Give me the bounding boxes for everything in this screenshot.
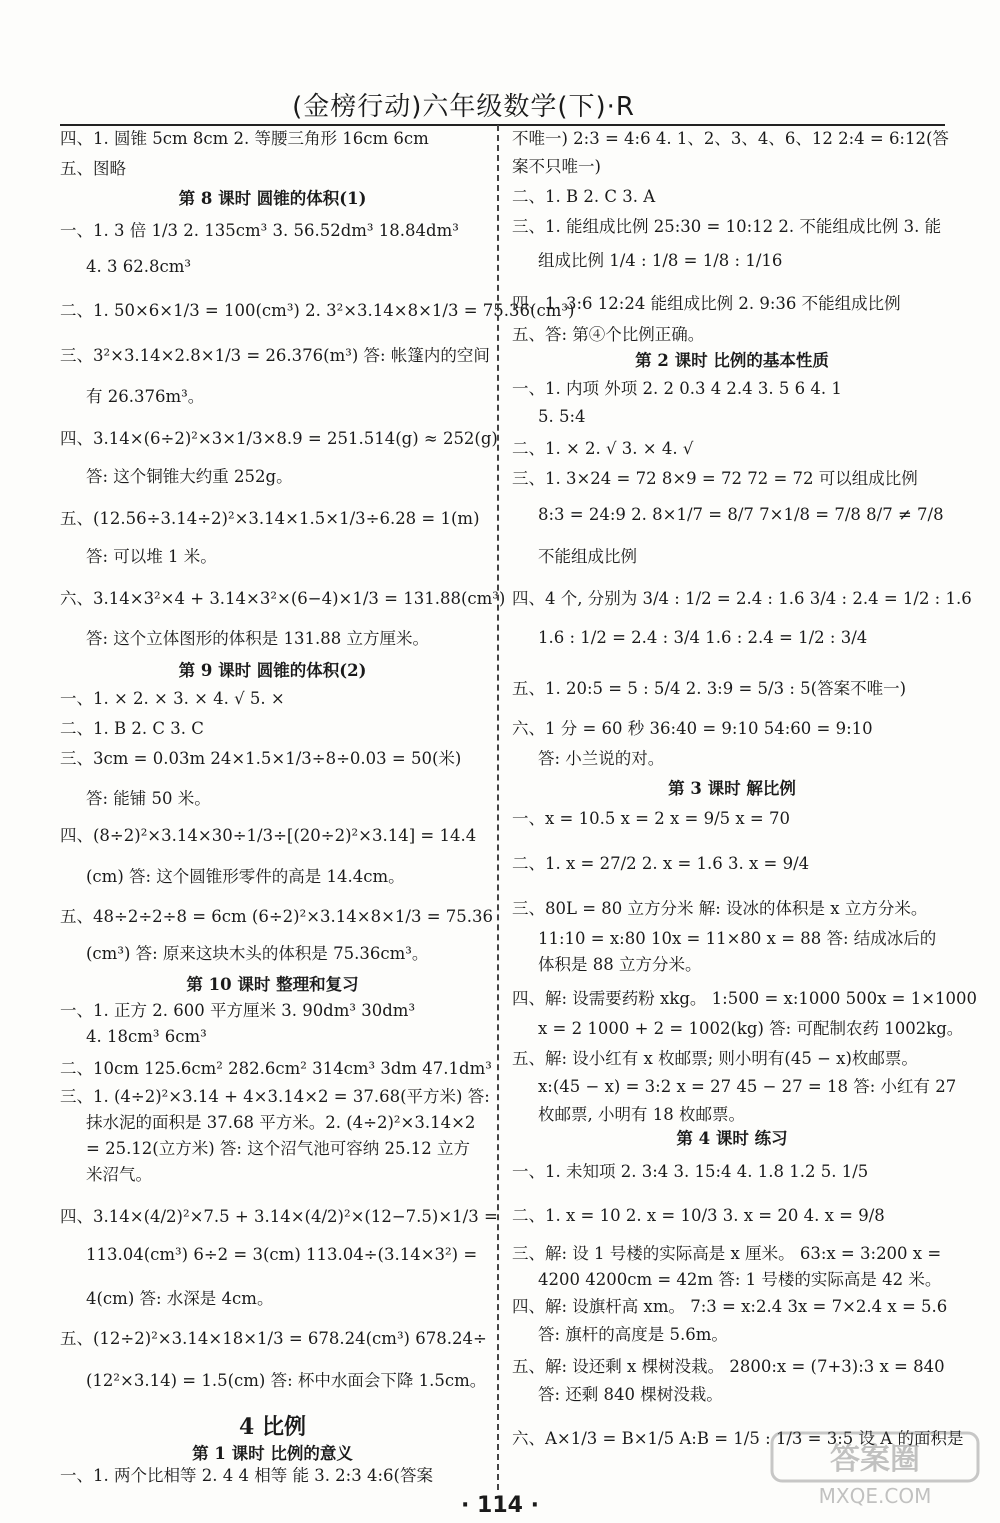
answer-line: 二、1. B 2. C 3. A (512, 187, 656, 206)
section-heading: 第 8 课时 圆锥的体积(1) (178, 189, 367, 208)
answer-line: 113.04(cm³) 6÷2 = 3(cm) 113.04÷(3.14×3²) = (86, 1245, 478, 1264)
section-heading: 4 比例 (239, 1414, 306, 1440)
answer-line: 五、图略 (60, 159, 126, 178)
answer-line: 五、48÷2÷2÷8 = 6cm (6÷2)²×3.14×8×1/3 = 75.36 (60, 907, 494, 926)
answer-line: 二、1. x = 27/2 2. x = 1.6 3. x = 9/4 (512, 854, 810, 873)
book-title: (金榜行动)六年级数学(下)·R (292, 92, 635, 122)
answer-line: 一、1. 3 倍 1/3 2. 135cm³ 3. 56.52dm³ 18.84dm³ (60, 221, 459, 240)
watermark-logo (770, 1431, 980, 1509)
answer-line: 组成比例 1/4 : 1/8 = 1/8 : 1/16 (538, 251, 783, 270)
answer-line: 五、解: 设还剩 x 棵树没栽。 2800:x = (7+3):3 x = 840 (512, 1357, 945, 1376)
section-heading: 第 9 课时 圆锥的体积(2) (178, 661, 367, 680)
answer-line: (cm³) 答: 原来这块木头的体积是 75.36cm³。 (86, 944, 429, 963)
section-heading: 第 3 课时 解比例 (668, 779, 796, 798)
answer-line: 答: 这个立体图形的体积是 131.88 立方厘米。 (86, 629, 430, 648)
answer-line: 4200 4200cm = 42m 答: 1 号楼的实际高是 42 米。 (538, 1270, 942, 1289)
answer-line: 三、1. 能组成比例 25:30 = 10:12 2. 不能组成比例 3. 能 (512, 217, 942, 236)
answer-line: (12²×3.14) = 1.5(cm) 答: 杯中水面会下降 1.5cm。 (86, 1371, 487, 1390)
answer-line: 四、4 个, 分别为 3/4 : 1/2 = 2.4 : 1.6 3/4 : 2.4 = 1/2 : 1.6 (512, 589, 972, 608)
answer-line: 四、1. 3:6 12:24 能组成比例 2. 9:36 不能组成比例 (512, 294, 901, 313)
answer-line: 4. 3 62.8cm³ (86, 257, 191, 276)
answer-line: 六、A×1/3 = B×1/5 A:B = 1/5 : 1/3 = 3:5 设 A 的面积是 (512, 1429, 964, 1448)
answer-line: 5. 5:4 (538, 407, 586, 426)
answer-line: 一、x = 10.5 x = 2 x = 9/5 x = 70 (512, 809, 791, 828)
answer-line: 五、解: 设小红有 x 枚邮票; 则小明有(45 − x)枚邮票。 (512, 1049, 918, 1068)
answer-line: 不唯一) 2:3 = 4:6 4. 1、2、3、4、6、12 2:4 = 6:12(答 (512, 129, 949, 148)
answer-line: 8:3 = 24:9 2. 8×1/7 = 8/7 7×1/8 = 7/8 8/7 ≠ 7/8 (538, 505, 944, 524)
answer-line: 4(cm) 答: 水深是 4cm。 (86, 1289, 274, 1308)
answer-line: 四、(8÷2)²×3.14×30÷1/3÷[(20÷2)²×3.14] = 14.4 (60, 826, 477, 845)
answer-line: 二、1. x = 10 2. x = 10/3 3. x = 20 4. x = 9/8 (512, 1206, 885, 1225)
answer-line: 五、答: 第④个比例正确。 (512, 325, 705, 344)
answer-line: 4. 18cm³ 6cm³ (86, 1027, 207, 1046)
answer-line: 一、1. 正方 2. 600 平方厘米 3. 90dm³ 30dm³ (60, 1001, 416, 1020)
section-heading: 第 10 课时 整理和复习 (186, 975, 359, 994)
answer-line: 五、1. 20:5 = 5 : 5/4 2. 3:9 = 5/3 : 5(答案不唯一) (512, 679, 907, 698)
answer-line: 一、1. 内项 外项 2. 2 0.3 4 2.4 3. 5 6 4. 1 (512, 379, 842, 398)
answer-line: 二、1. × 2. √ 3. × 4. √ (512, 439, 694, 458)
answer-line: 一、1. 未知项 2. 3:4 3. 15:4 4. 1.8 1.2 5. 1/5 (512, 1162, 869, 1181)
answer-line: 六、1 分 = 60 秒 36:40 = 9:10 54:60 = 9:10 (512, 719, 873, 738)
answer-line: 答: 还剩 840 棵树没栽。 (538, 1385, 723, 1404)
answer-line: 二、1. B 2. C 3. C (60, 719, 204, 738)
page-header (60, 84, 945, 126)
answer-line: 枚邮票, 小明有 18 枚邮票。 (538, 1105, 745, 1124)
section-heading: 第 1 课时 比例的意义 (192, 1444, 353, 1463)
answer-line: 一、1. 两个比相等 2. 4 4 相等 能 3. 2:3 4:6(答案 (60, 1466, 433, 1485)
answer-line: 答: 小兰说的对。 (538, 749, 665, 768)
answer-line: (cm) 答: 这个圆锥形零件的高是 14.4cm。 (86, 867, 405, 886)
answer-line: = 25.12(立方米) 答: 这个沼气池可容纳 25.12 立方 (86, 1139, 470, 1158)
answer-line: 六、3.14×3²×4 + 3.14×3²×(6−4)×1/3 = 131.88(cm³) (60, 589, 506, 608)
answer-line: 二、1. 50×6×1/3 = 100(cm³) 2. 3²×3.14×8×1/3 = 75.36(cm³) (60, 301, 575, 320)
answer-line: 四、3.14×(6÷2)²×3×1/3×8.9 = 251.514(g) ≈ 252(g) (60, 429, 498, 448)
watermark-url: MXQE.COM (818, 1484, 932, 1508)
section-heading: 第 4 课时 练习 (676, 1129, 788, 1148)
answer-line: 三、3²×3.14×2.8×1/3 = 26.376(m³) 答: 帐篷内的空间 (60, 346, 490, 365)
answer-line: 11:10 = x:80 10x = 11×80 x = 88 答: 结成冰后的 (538, 929, 937, 948)
section-heading: 第 2 课时 比例的基本性质 (635, 351, 829, 370)
answer-line: 三、解: 设 1 号楼的实际高是 x 厘米。 63:x = 3:200 x = (512, 1244, 942, 1263)
answer-line: x = 2 1000 + 2 = 1002(kg) 答: 可配制农药 1002kg。 (538, 1019, 964, 1038)
answer-line: 五、(12.56÷3.14÷2)²×3.14×1.5×1/3÷6.28 = 1(m) (60, 509, 480, 528)
answer-line: 四、1. 圆锥 5cm 8cm 2. 等腰三角形 16cm 6cm (60, 129, 429, 148)
answer-line: 答: 能铺 50 米。 (86, 789, 211, 808)
answer-line: 有 26.376m³。 (86, 387, 205, 406)
answer-line: 四、3.14×(4/2)²×7.5 + 3.14×(4/2)²×(12−7.5)×1/3 = (60, 1207, 498, 1226)
answer-line: 体积是 88 立方分米。 (538, 955, 702, 974)
answer-line: 不能组成比例 (538, 547, 637, 566)
answer-line: 四、解: 设旗杆高 xm。 7:3 = x:2.4 3x = 7×2.4 x = 5.6 (512, 1297, 948, 1316)
answer-line: 三、1. (4÷2)²×3.14 + 4×3.14×2 = 37.68(平方米) 答: (60, 1087, 490, 1106)
answer-line: 二、10cm 125.6cm² 282.6cm² 314cm³ 3dm 47.1dm³ (60, 1059, 492, 1078)
answer-line: 米沼气。 (86, 1165, 152, 1184)
column-divider (497, 125, 499, 1490)
answer-line: 案不只唯一) (512, 157, 601, 176)
answer-line: 答: 旗杆的高度是 5.6m。 (538, 1325, 728, 1344)
page-number: · 114 · (461, 1493, 539, 1518)
answer-line: 三、3cm = 0.03m 24×1.5×1/3÷8÷0.03 = 50(米) (60, 749, 462, 768)
answer-line: 答: 这个铜锥大约重 252g。 (86, 467, 293, 486)
answer-line: x:(45 − x) = 3:2 x = 27 45 − 27 = 18 答: 小红有 27 (538, 1077, 957, 1096)
answer-line: 三、80L = 80 立方分米 解: 设冰的体积是 x 立方分米。 (512, 899, 928, 918)
watermark-text: 答案圈 (830, 1442, 920, 1477)
answer-line: 一、1. × 2. × 3. × 4. √ 5. × (60, 689, 285, 708)
answer-line: 四、解: 设需要药粉 xkg。 1:500 = x:1000 500x = 1×1000 (512, 989, 978, 1008)
answer-line: 1.6 : 1/2 = 2.4 : 3/4 1.6 : 2.4 = 1/2 : 3/4 (538, 628, 868, 647)
answer-line: 五、(12÷2)²×3.14×18×1/3 = 678.24(cm³) 678.24÷ (60, 1329, 487, 1348)
answer-line: 三、1. 3×24 = 72 8×9 = 72 72 = 72 可以组成比例 (512, 469, 918, 488)
answer-line: 答: 可以堆 1 米。 (86, 547, 217, 566)
answer-line: 抹水泥的面积是 37.68 平方米。2. (4÷2)²×3.14×2 (86, 1113, 476, 1132)
